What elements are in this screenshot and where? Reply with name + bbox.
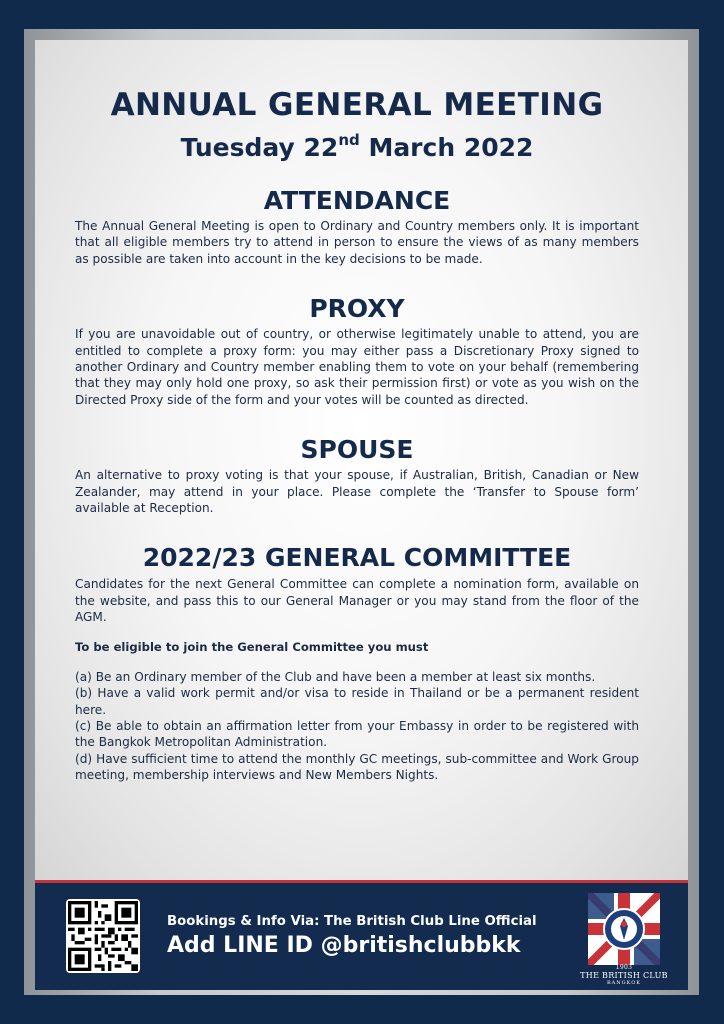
qr-code-icon [68, 901, 138, 971]
meeting-date: Tuesday 22nd March 2022 [180, 131, 534, 162]
qr-code[interactable] [66, 899, 140, 973]
page-title: ANNUAL GENERAL MEETING [110, 87, 604, 123]
committee-text: Candidates for the next General Committee can complete a nomination form, available on the website, and pass this to our General Manager or you may stand from the floor of the AGM. [75, 577, 639, 625]
eligibility-item: (d) Have sufficient time to attend the monthly GC meetings, sub-committee and Work Group meeting, membership interviews and New Members Nights. [75, 751, 639, 783]
footer-line-id[interactable]: Add LINE ID @britishclubbkk [167, 933, 521, 958]
eligibility-item: (c) Be able to obtain an affirmation letter from your Embassy in order to be registered with the Bangkok Metropolitan Administration. [75, 718, 639, 750]
eligibility-item: (a) Be an Ordinary member of the Club and have been a member at least six months. [75, 669, 596, 684]
spouse-heading: SPOUSE [300, 435, 414, 465]
logo-caption: 1903 THE BRITISH CLUB BANGKOK [580, 964, 668, 986]
attendance-heading: ATTENDANCE [263, 186, 451, 215]
spouse-text: An alternative to proxy voting is that your spouse, if Australian, British, Canadian or New Zealander, may attend in your place. Please complete the ‘Transfer to Spouse form’ available at Reception. [75, 468, 639, 516]
footer-bookings-text: Bookings & Info Via: The British Club Line Official [167, 914, 537, 929]
attendance-text: The Annual General Meeting is open to Ordinary and Country members only. It is important that all eligible members try to attend in person to ensure the views of as many members as possible are taken into account in the key decisions to be made. [75, 219, 639, 266]
committee-heading: 2022/23 GENERAL COMMITTEE [142, 543, 572, 573]
eligibility-title: To be eligible to join the General Committee you must [75, 639, 429, 654]
poster-content [75, 86, 639, 784]
eligibility-list [75, 669, 639, 784]
union-jack-crest-icon [588, 893, 660, 965]
british-club-logo [588, 893, 660, 973]
proxy-text: If you are unavoidable out of country, or otherwise legitimately unable to attend, you are entitled to complete a proxy form: you may either pass a Discretionary Proxy signed to another Ordinary and Country member enabling them to vote on your behalf (remembering that they may only hold one proxy, so ask their permission first) or vote as you wish on the Directed Proxy side of the form and your votes will be counted as directed. [75, 327, 639, 407]
proxy-heading: PROXY [309, 294, 405, 324]
eligibility-item: (b) Have a valid work permit and/or visa to reside in Thailand or be a permanent resident here. [75, 686, 639, 717]
